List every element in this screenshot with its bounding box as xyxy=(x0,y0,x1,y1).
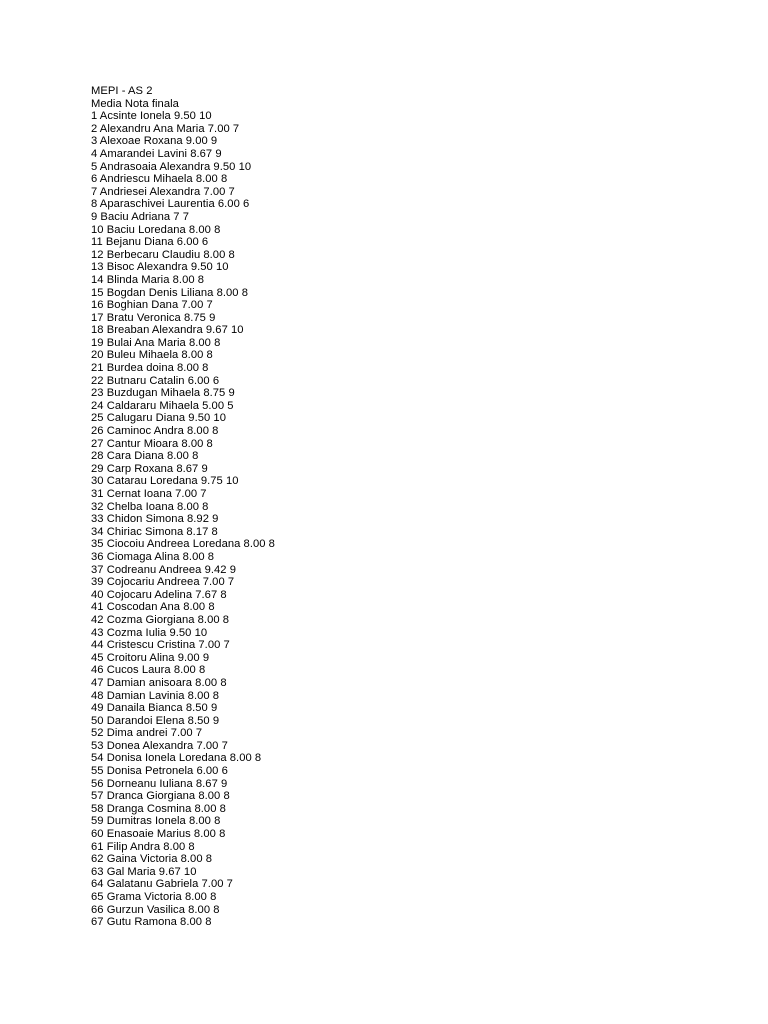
list-item: 11 Bejanu Diana 6.00 6 xyxy=(91,236,209,249)
list-item: 36 Ciomaga Alina 8.00 8 xyxy=(91,550,215,563)
list-item: 30 Catarau Loredana 9.75 10 xyxy=(91,475,239,488)
list-item: 41 Coscodan Ana 8.00 8 xyxy=(91,601,215,614)
list-item: 42 Cozma Giorgiana 8.00 8 xyxy=(91,613,230,626)
list-item: 45 Croitoru Alina 9.00 9 xyxy=(91,651,210,664)
list-item: 54 Donisa Ionela Loredana 8.00 8 xyxy=(91,752,262,765)
list-item: 18 Breaban Alexandra 9.67 10 xyxy=(91,324,244,337)
list-item: 29 Carp Roxana 8.67 9 xyxy=(91,462,208,475)
grades-list xyxy=(91,110,691,929)
list-item: 59 Dumitras Ionela 8.00 8 xyxy=(91,815,221,828)
list-item: 63 Gal Maria 9.67 10 xyxy=(91,865,197,878)
list-item: 25 Calugaru Diana 9.50 10 xyxy=(91,412,226,425)
list-item: 33 Chidon Simona 8.92 9 xyxy=(91,513,219,526)
list-item: 47 Damian anisoara 8.00 8 xyxy=(91,676,227,689)
list-item: 55 Donisa Petronela 6.00 6 xyxy=(91,765,228,778)
list-item: 1 Acsinte Ionela 9.50 10 xyxy=(91,110,212,123)
list-item: 32 Chelba Ioana 8.00 8 xyxy=(91,500,209,513)
list-item: 48 Damian Lavinia 8.00 8 xyxy=(91,689,220,702)
list-item: 21 Burdea doina 8.00 8 xyxy=(91,362,209,375)
list-item: 24 Caldararu Mihaela 5.00 5 xyxy=(91,399,234,412)
list-item: 9 Baciu Adriana 7 7 xyxy=(91,210,189,223)
list-item: 28 Cara Diana 8.00 8 xyxy=(91,450,199,463)
column-header: Media Nota finala xyxy=(91,97,179,110)
list-item: 46 Cucos Laura 8.00 8 xyxy=(91,664,206,677)
list-item: 14 Blinda Maria 8.00 8 xyxy=(91,273,205,286)
list-item: 3 Alexoae Roxana 9.00 9 xyxy=(91,135,218,148)
list-item: 19 Bulai Ana Maria 8.00 8 xyxy=(91,336,221,349)
list-item: 60 Enasoaie Marius 8.00 8 xyxy=(91,828,226,841)
list-item: 23 Buzdugan Mihaela 8.75 9 xyxy=(91,387,235,400)
list-item: 8 Aparaschivei Laurentia 6.00 6 xyxy=(91,198,250,211)
list-item: 40 Cojocaru Adelina 7.67 8 xyxy=(91,588,227,601)
list-item: 5 Andrasoaia Alexandra 9.50 10 xyxy=(91,160,252,173)
list-item: 43 Cozma Iulia 9.50 10 xyxy=(91,626,208,639)
list-item: 67 Gutu Ramona 8.00 8 xyxy=(91,916,212,929)
list-item: 65 Grama Victoria 8.00 8 xyxy=(91,891,217,903)
list-item: 12 Berbecaru Claudiu 8.00 8 xyxy=(91,248,235,261)
list-item: 58 Dranga Cosmina 8.00 8 xyxy=(91,802,226,815)
list-item: 7 Andriesei Alexandra 7.00 7 xyxy=(91,185,235,198)
list-item: 16 Boghian Dana 7.00 7 xyxy=(91,299,213,312)
list-item: 15 Bogdan Denis Liliana 8.00 8 xyxy=(91,286,248,299)
list-item: 62 Gaina Victoria 8.00 8 xyxy=(91,853,213,866)
list-item: 13 Bisoc Alexandra 9.50 10 xyxy=(91,261,229,274)
list-item: 34 Chiriac Simona 8.17 8 xyxy=(91,525,218,538)
list-item: 64 Galatanu Gabriela 7.00 7 xyxy=(91,878,233,891)
list-item: 61 Filip Andra 8.00 8 xyxy=(91,840,195,853)
list-item: 53 Donea Alexandra 7.00 7 xyxy=(91,739,228,752)
document-title: MEPI - AS 2 xyxy=(91,85,153,97)
list-item: 27 Cantur Mioara 8.00 8 xyxy=(91,437,213,450)
list-item: 49 Danaila Bianca 8.50 9 xyxy=(91,702,218,715)
list-item: 56 Dorneanu Iuliana 8.67 9 xyxy=(91,777,228,790)
list-item: 31 Cernat Ioana 7.00 7 xyxy=(91,488,207,500)
list-item: 20 Buleu Mihaela 8.00 8 xyxy=(91,349,213,362)
list-item: 39 Cojocariu Andreea 7.00 7 xyxy=(91,576,235,589)
list-item: 2 Alexandru Ana Maria 7.00 7 xyxy=(91,122,240,135)
list-item: 4 Amarandei Lavini 8.67 9 xyxy=(91,147,222,160)
list-item: 50 Darandoi Elena 8.50 9 xyxy=(91,714,220,727)
list-item: 35 Ciocoiu Andreea Loredana 8.00 8 xyxy=(91,538,275,551)
list-item: 10 Baciu Loredana 8.00 8 xyxy=(91,223,221,236)
list-item: 26 Caminoc Andra 8.00 8 xyxy=(91,425,219,438)
document-page xyxy=(91,85,691,929)
list-item: 57 Dranca Giorgiana 8.00 8 xyxy=(91,790,230,803)
list-item: 37 Codreanu Andreea 9.42 9 xyxy=(91,563,236,576)
list-item: 22 Butnaru Catalin 6.00 6 xyxy=(91,374,220,387)
list-item: 17 Bratu Veronica 8.75 9 xyxy=(91,311,216,324)
list-item: 66 Gurzun Vasilica 8.00 8 xyxy=(91,903,220,916)
list-item: 44 Cristescu Cristina 7.00 7 xyxy=(91,639,230,652)
list-item: 52 Dima andrei 7.00 7 xyxy=(91,727,203,740)
list-item: 6 Andriescu Mihaela 8.00 8 xyxy=(91,173,228,186)
